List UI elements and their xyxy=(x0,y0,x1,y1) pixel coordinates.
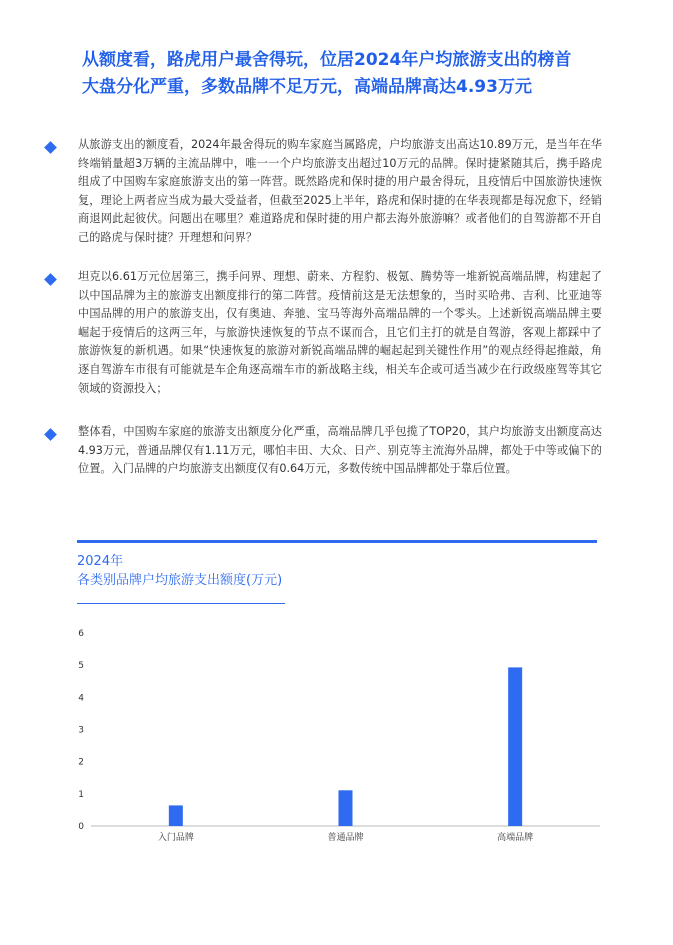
category-label: 高端品牌 xyxy=(497,833,534,843)
y-tick-label: 3 xyxy=(78,725,84,736)
category-label: 入门品牌 xyxy=(157,833,194,843)
bar-2 xyxy=(339,790,353,826)
paragraph-2: 坦克以6.61万元位居第三，携手问界、理想、蔚来、方程豹、极氪、腾势等一堆新锐高端品牌，构建起了以中国品牌为主的旅游支出额度排行的第二阵营。疫情前这是无法想象的，当时买哈弗、吉利、比亚迪等中国品牌的用户的旅游支出，仅有奥迪、奔驰、宝马等海外高端品牌的一个零头。上述新锐高端品牌主要崛起于疫情后的这两三年，与旅游快速恢复的节点不谋而合，且它们主打的就是自驾游，客观上都踩中了旅游恢复的新机遇。如果“快速恢复的旅游对新锐高端品牌的崛起起到关键性作用”的观点经得起推敲，角逐自驾游车市很有可能就是车企角逐高端车市的新战略主线，相关车企或可适当减少在行政级座驾等其它领域的资源投入； xyxy=(78,270,602,395)
category-label: 普通品牌 xyxy=(327,833,364,843)
bar-3 xyxy=(508,667,522,826)
paragraph-1: 从旅游支出的额度看，2024年最舍得玩的购车家庭当属路虎，户均旅游支出高达10.89万元，是当年在华终端销量超3万辆的主流品牌中，唯一一个户均旅游支出超过10万元的品牌。保时捷紧随其后，携手路虎组成了中国购车家庭旅游支出的第一阵营。既然路虎和保时捷的用户最舍得玩，且疫情后中国旅游快速恢复，理论上两者应当成为最大受益者，但截至2025上半年，路虎和保时捷的在华表现都是每况愈下，经销商退网此起彼伏。问题出在哪里？难道路虎和保时捷的用户都去海外旅游嘛？或者他们的自驾游都不开自己的路虎与保时捷？开理想和问界？ xyxy=(78,138,602,244)
y-tick-label: 0 xyxy=(78,822,84,832)
y-tick-label: 6 xyxy=(78,629,84,639)
paragraph-3: 整体看，中国购车家庭的旅游支出额度分化严重，高端品牌几乎包揽了TOP20，其户均旅游支出额度高达4.93万元，普通品牌仅有1.11万元，哪怕丰田、大众、日产、别克等主流海外品牌，都处于中等或偏下的位置。入门品牌的户均旅游支出额度仅有0.64万元，多数传统中国品牌都处于靠后位置。 xyxy=(78,425,602,476)
chart-title-caption: 各类别品牌户均旅游支出额度(万元) xyxy=(77,573,283,588)
y-tick-label: 2 xyxy=(78,757,84,768)
y-tick-label: 1 xyxy=(78,789,84,800)
y-tick-label: 4 xyxy=(78,693,84,704)
bar-1 xyxy=(169,805,183,826)
y-tick-label: 5 xyxy=(78,661,84,672)
headline-line-1: 从额度看，路虎用户最舍得玩，位居2024年户均旅游支出的榜首 xyxy=(82,50,572,70)
chart-title-year: 2024年 xyxy=(77,554,124,569)
headline-line-2: 大盘分化严重，多数品牌不足万元，高端品牌高达4.93万元 xyxy=(82,77,532,97)
